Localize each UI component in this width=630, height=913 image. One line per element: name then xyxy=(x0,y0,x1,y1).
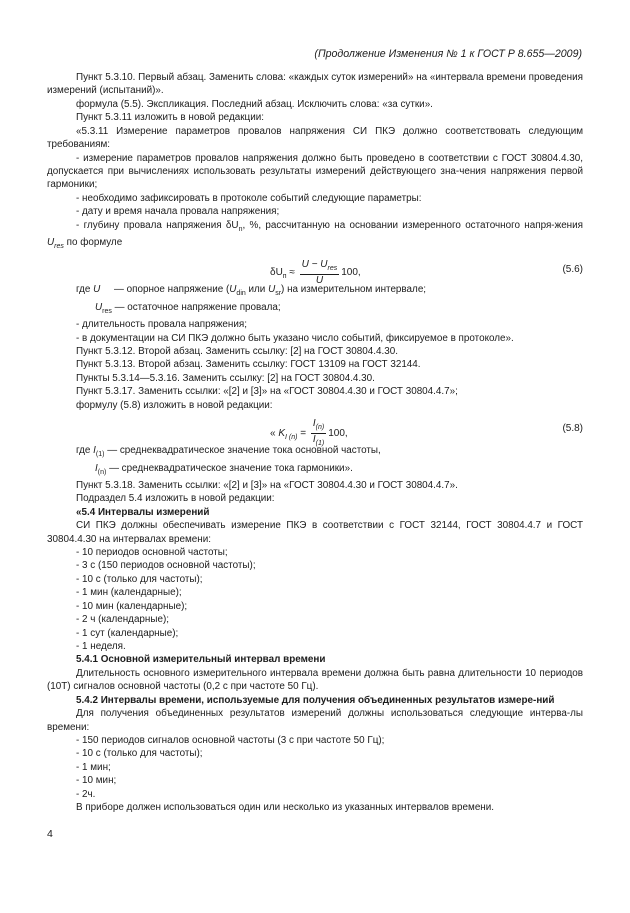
paragraph: Длительность основного измерительного интервала времени должна быть равна длительности 10 периодов (10Т) сигналов основной частоты (0,2 с при частоте 50 Гц). xyxy=(47,667,583,693)
formula-5-6 xyxy=(47,253,583,287)
paragraph: Для получения объединенных результатов измерений должны использоваться следующие интерва-лы времени: xyxy=(47,708,583,733)
paragraph: В приборе должен использоваться один или несколько из указанных интервалов времени. xyxy=(76,802,495,814)
list-item: - 2ч. xyxy=(76,788,96,800)
explication-line: $U_{res}$ — остаточное напряжение провала; xyxy=(95,301,281,315)
paragraph: Пункт 5.3.10. Первый абзац. Заменить слова: «каждых суток измерений» на «интервала времени проведения измерений (испытаний)». xyxy=(47,72,583,97)
list-item: - 10 с (только для частоты); xyxy=(76,573,203,585)
paragraph: - дату и время начала провала напряжения; xyxy=(76,206,280,218)
paragraph: Пункт 5.3.18. Заменить ссылки: «[2] и [3]» на «ГОСТ 30804.4.30 и ГОСТ 30804.4.7». xyxy=(76,479,458,491)
formula-number: (5.8) xyxy=(562,423,583,435)
formula-5-8 xyxy=(47,412,583,448)
paragraph: - в документации на СИ ПКЭ должно быть указано число событий, фиксируемое в протоколе». xyxy=(76,332,514,344)
paragraph: Пункт 5.3.12. Второй абзац. Заменить ссылку: [2] на ГОСТ 30804.4.30. xyxy=(76,346,398,358)
list-item: - 150 периодов сигналов основной частоты (3 с при частоте 50 Гц); xyxy=(76,734,385,746)
list-item: - 1 мин; xyxy=(76,761,111,773)
section-heading: «5.4 Интервалы измерений xyxy=(76,506,210,518)
section-heading: 5.4.1 Основной измерительный интервал времени xyxy=(76,654,326,666)
paragraph: - необходимо зафиксировать в протоколе событий следующие параметры: xyxy=(76,192,422,204)
paragraph: Пункт 5.3.13. Второй абзац. Заменить ссылку: ГОСТ 13109 на ГОСТ 32144. xyxy=(76,359,421,371)
fraction: $\frac{I_{(n)}}{I_{(1)}}$ xyxy=(312,418,325,448)
list-item: - 10 с (только для частоты); xyxy=(76,748,203,760)
document-body xyxy=(47,71,583,814)
list-item: - 10 мин (календарные); xyxy=(76,600,188,612)
list-item: - 1 мин (календарные); xyxy=(76,587,182,599)
running-header: (Продолжение Изменения № 1 к ГОСТ Р 8.655—2009) xyxy=(314,48,582,60)
paragraph: - глубину провала напряжения $\delta U_n$, %, рассчитанную на основании измеренного остаточного напря-жения $U_{res}$ по формуле xyxy=(47,219,583,250)
formula-expression: $\delta U_п$ ≈ $\frac{U - U_{res}}{U}$ 100, xyxy=(270,259,361,287)
paragraph: формулу (5.8) изложить в новой редакции: xyxy=(76,399,273,411)
section-heading: 5.4.2 Интервалы времени, используемые для получения объединенных результатов измере-ний xyxy=(76,694,555,706)
paragraph: Подраздел 5.4 изложить в новой редакции: xyxy=(76,493,275,505)
formula-number: (5.6) xyxy=(562,264,583,276)
list-item: - 1 сут (календарные); xyxy=(76,627,179,639)
explication-line: $I_{(n)}$ — среднеквадратическое значение тока гармоники». xyxy=(95,462,353,476)
paragraph: СИ ПКЭ должны обеспечивать измерение ПКЭ в соответствии с ГОСТ 32144, ГОСТ 30804.4.7 и ГОСТ 30804.4.30 на интервалах времени: xyxy=(47,520,583,545)
paragraph: - длительность провала напряжения; xyxy=(76,319,247,331)
page-number: 4 xyxy=(47,828,53,840)
list-item: - 3 с (150 периодов основной частоты); xyxy=(76,560,256,572)
paragraph: Пункт 5.3.11 изложить в новой редакции: xyxy=(76,112,264,124)
paragraph: - измерение параметров провалов напряжения должно быть проведено в соответствии с ГОСТ 30804.4.30, допускается при вычислениях использовать результаты измерений действующего зна-чения напряжения первой гармоники; xyxy=(47,152,583,191)
explication-line: где $I_{(1)}$ — среднеквадратическое значение тока основной частоты, xyxy=(76,445,381,459)
list-item: - 1 неделя. xyxy=(76,641,126,652)
formula-expression: « $K_{I (n)}$ = $\frac{I_{(n)}}{I_{(1)}}$ 100, xyxy=(270,418,348,448)
fraction: $\frac{U - U_{res}}{U}$ xyxy=(301,259,338,287)
list-item: - 2 ч (календарные); xyxy=(76,614,170,626)
paragraph: Пункты 5.3.14—5.3.16. Заменить ссылку: [2] на ГОСТ 30804.4.30. xyxy=(76,372,375,384)
paragraph: формула (5.5). Экспликация. Последний абзац. Исключить слова: «за сутки». xyxy=(76,98,433,110)
list-item: - 10 периодов основной частоты; xyxy=(76,547,228,559)
list-item: - 10 мин; xyxy=(76,775,117,787)
explication-line: где U — опорное напряжение ($U_{din}$ или $U_{sr}$) на измерительном интервале; xyxy=(76,284,427,298)
paragraph: Пункт 5.3.17. Заменить ссылки: «[2] и [3]» на «ГОСТ 30804.4.30 и ГОСТ 30804.4.7»; xyxy=(76,386,458,398)
paragraph: «5.3.11 Измерение параметров провалов напряжения СИ ПКЭ должно соответствовать следующим требованиям: xyxy=(47,125,583,151)
